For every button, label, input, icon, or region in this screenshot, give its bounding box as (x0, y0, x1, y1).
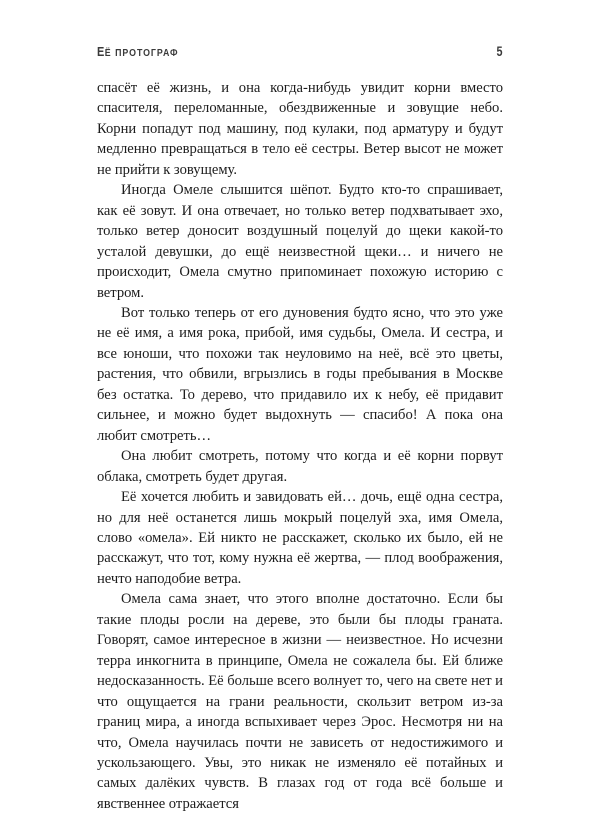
paragraph: Вот только теперь от его дуновения будто ясно, что это уже не её имя, а имя рока, прибой, имя судьбы, Омела. И сестра, и все юноши, что похожи так неуловимо на неё, всё это цветы, растения, что обвили, вгрызлись в годы пребывания в Москве без остатка. То дерево, что придавило их к небу, её придавит сильнее, и можно будет выдохнуть — спасибо! А пока она любит смотреть… (97, 304, 503, 444)
running-head-title-rest: Ё ПРОТОГРАФ (104, 47, 179, 59)
paragraph: Омела сама знает, что этого вполне достаточно. Если бы такие плоды росли на дереве, это были бы плоды граната. Говорят, самое интересное в жизни — неизвестное. Но исчезни терра инкогнита в принципе, Омела не сожалела бы. Ей ближе недосказанность. Её больше всего волнует то, чего на свете нет и что ощущается на грани реальности, скользит ветром из-за границ мира, а иногда вспыхивает через Эрос. Несмотря ни на что, Омела научилась почти не зависеть от недостижимого и ускользающего. Увы, это никак не изменяло её потайных и самых далёких чувств. В глазах год от года всё больше и явственнее отражается (97, 591, 503, 812)
running-head-title (97, 44, 179, 59)
body-text (97, 78, 503, 814)
running-head (97, 44, 503, 60)
paragraph: Она любит смотреть, потому что когда и её корни порвут облака, смотреть будет другая. (97, 448, 503, 485)
paragraph: спасёт её жизнь, и она когда-нибудь увидит корни вместо спасителя, переломанные, обездвиженные и зовущие небо. Корни попадут под машину, под кулаки, под арматуру и будут медленно превращаться в тело её сестры. Ветер высот не может не прийти к зовущему. (97, 80, 503, 178)
running-head-title-initial: Е (97, 44, 105, 59)
page-number: 5 (496, 44, 503, 59)
paragraph: Её хочется любить и завидовать ей… дочь, ещё одна сестра, но для неё останется лишь мокрый поцелуй эха, имя Омела, слово «омела». Ей никто не расскажет, сколько их было, ей не расскажут, что тот, кому нужна её жертва, — плод воображения, нечто наподобие ветра. (97, 489, 503, 587)
paragraph: Иногда Омеле слышится шёпот. Будто кто-то спрашивает, как её зовут. И она отвечает, но только ветер подхватывает эхо, только ветер доносит воздушный поцелуй до щеки какой-то усталой девушки, до ещё неизвестной щеки… и ничего не происходит, Омела смутно припоминает похожую историю с ветром. (97, 182, 503, 301)
